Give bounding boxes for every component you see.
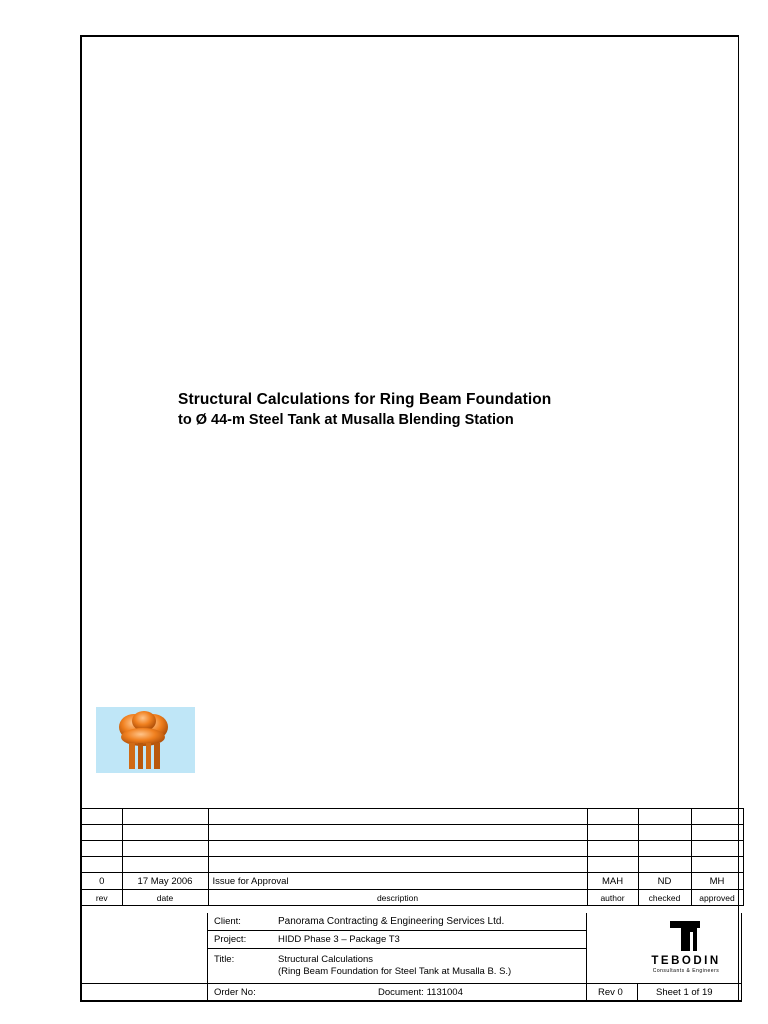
company-name: TEBODIN: [651, 955, 721, 967]
revision-row: [81, 857, 743, 873]
description-cell: Issue for Approval: [208, 873, 587, 890]
date-cell: [122, 841, 208, 857]
rev-cell: [81, 809, 122, 825]
author-cell: [587, 841, 638, 857]
revision-row: [81, 841, 743, 857]
rev-cell: [81, 857, 122, 873]
project-label: Project:: [214, 934, 247, 945]
project-value: HIDD Phase 3 – Package T3: [278, 934, 400, 945]
divider: [82, 983, 742, 984]
description-label: description: [208, 890, 587, 906]
author-cell: [587, 825, 638, 841]
approved-cell: [691, 841, 743, 857]
order-label: Order No:: [214, 987, 256, 998]
document-title: [178, 390, 551, 430]
checked-cell: [638, 809, 691, 825]
author-cell: MAH: [587, 873, 638, 890]
revision-row: [81, 825, 743, 841]
client-label: Client:: [214, 916, 241, 927]
title-label: Title:: [214, 954, 235, 965]
revision-row: [81, 809, 743, 825]
client-logo-icon: [96, 707, 195, 773]
date-cell: 17 May 2006: [122, 873, 208, 890]
description-cell: [208, 809, 587, 825]
description-cell: [208, 841, 587, 857]
approved-label: approved: [691, 890, 743, 906]
author-cell: [587, 857, 638, 873]
date-cell: [122, 825, 208, 841]
checked-cell: [638, 841, 691, 857]
author-cell: [587, 809, 638, 825]
approved-cell: [691, 857, 743, 873]
description-cell: [208, 825, 587, 841]
date-label: date: [122, 890, 208, 906]
divider: [207, 948, 587, 949]
checked-cell: [638, 825, 691, 841]
revision-table: [80, 808, 744, 906]
rev-cell: 0: [81, 873, 122, 890]
company-subtitle: Consultants & Engineers: [652, 968, 720, 974]
approved-cell: [691, 825, 743, 841]
document-number: Document: 1131004: [378, 987, 463, 998]
revision-number: Rev 0: [598, 987, 623, 998]
author-label: author: [587, 890, 638, 906]
sheet-number: Sheet 1 of 19: [656, 987, 713, 998]
description-cell: [208, 857, 587, 873]
rev-cell: [81, 825, 122, 841]
divider: [637, 983, 638, 1000]
divider: [586, 913, 587, 1000]
checked-label: checked: [638, 890, 691, 906]
client-value: Panorama Contracting & Engineering Services Ltd.: [278, 916, 505, 927]
checked-cell: ND: [638, 873, 691, 890]
title-block-info: [80, 913, 742, 1002]
divider: [207, 913, 208, 1000]
checked-cell: [638, 857, 691, 873]
approved-cell: [691, 809, 743, 825]
date-cell: [122, 857, 208, 873]
rev-label: rev: [81, 890, 122, 906]
document-title-line2: to Ø 44-m Steel Tank at Musalla Blending Station: [178, 412, 514, 428]
title-value-line2: (Ring Beam Foundation for Steel Tank at Musalla B. S.): [278, 966, 512, 977]
approved-cell: MH: [691, 873, 743, 890]
date-cell: [122, 809, 208, 825]
company-logo: [638, 919, 734, 981]
document-title-line1: Structural Calculations for Ring Beam Foundation: [178, 391, 552, 408]
revision-header-row: [81, 890, 743, 906]
rev-cell: [81, 841, 122, 857]
revision-row: [81, 873, 743, 890]
divider: [741, 913, 742, 1000]
title-value-line1: Structural Calculations: [278, 954, 374, 965]
divider: [207, 930, 587, 931]
tebodin-t-logo-icon: [666, 919, 706, 953]
